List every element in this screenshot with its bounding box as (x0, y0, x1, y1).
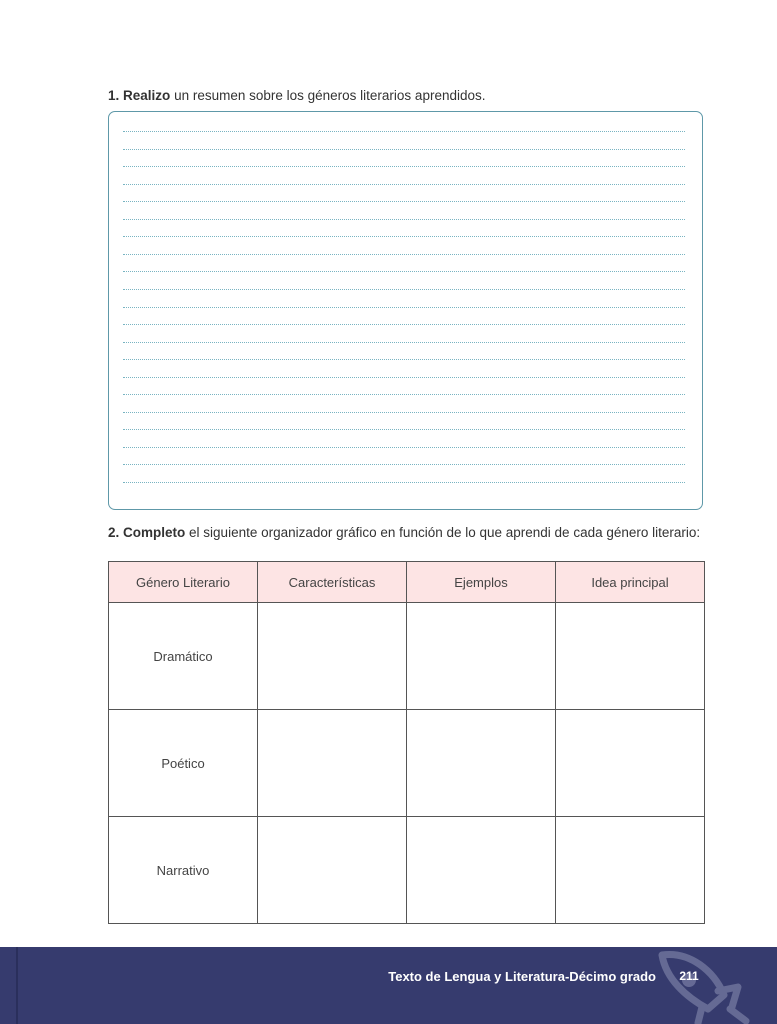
exercise-2-verb: Completo (123, 525, 186, 540)
cell-ejemplos-dramatico[interactable] (407, 603, 556, 710)
writing-line (123, 184, 685, 185)
cell-caracteristicas-narrativo[interactable] (258, 817, 407, 924)
writing-line (123, 131, 685, 132)
genre-dramatico: Dramático (109, 603, 258, 710)
writing-line (123, 464, 685, 465)
footer-book-title: Texto de Lengua y Literatura-Décimo grado (388, 969, 656, 984)
writing-line (123, 236, 685, 237)
genre-narrativo: Narrativo (109, 817, 258, 924)
writing-line (123, 307, 685, 308)
page-footer (0, 947, 777, 1024)
footer-divider (16, 947, 18, 1024)
graphic-organizer-table (108, 561, 705, 924)
writing-line (123, 447, 685, 448)
writing-line (123, 254, 685, 255)
writing-line (123, 482, 685, 483)
writing-line (123, 394, 685, 395)
exercise-2-number: 2. (108, 525, 120, 540)
writing-line (123, 289, 685, 290)
table-row (109, 710, 705, 817)
writing-line (123, 377, 685, 378)
table-header-row (109, 562, 705, 603)
writing-line (123, 342, 685, 343)
writing-line (123, 271, 685, 272)
exercise-2-instruction (108, 526, 705, 540)
genre-poetico: Poético (109, 710, 258, 817)
cell-caracteristicas-dramatico[interactable] (258, 603, 407, 710)
table-row (109, 603, 705, 710)
header-genero-literario: Género Literario (109, 562, 258, 603)
header-idea-principal: Idea principal (556, 562, 705, 603)
writing-line (123, 429, 685, 430)
cell-idea-poetico[interactable] (556, 710, 705, 817)
cell-caracteristicas-poetico[interactable] (258, 710, 407, 817)
cell-ejemplos-narrativo[interactable] (407, 817, 556, 924)
writing-line (123, 201, 685, 202)
writing-line (123, 219, 685, 220)
page-number: 211 (679, 969, 699, 983)
exercise-1-instruction (108, 89, 705, 103)
cell-idea-narrativo[interactable] (556, 817, 705, 924)
summary-writing-box[interactable] (108, 111, 703, 510)
writing-line (123, 166, 685, 167)
cell-idea-dramatico[interactable] (556, 603, 705, 710)
header-caracteristicas: Características (258, 562, 407, 603)
exercise-1-number: 1. (108, 88, 120, 103)
writing-line (123, 412, 685, 413)
rocket-icon (652, 947, 756, 1024)
writing-line (123, 324, 685, 325)
table-row (109, 817, 705, 924)
exercise-1-verb: Realizo (123, 88, 171, 103)
exercise-2-text: el siguiente organizador gráfico en función de lo que aprendi de cada género literario: (189, 525, 701, 540)
writing-line (123, 359, 685, 360)
writing-line (123, 149, 685, 150)
cell-ejemplos-poetico[interactable] (407, 710, 556, 817)
exercise-1-text: un resumen sobre los géneros literarios aprendidos. (174, 88, 486, 103)
header-ejemplos: Ejemplos (407, 562, 556, 603)
